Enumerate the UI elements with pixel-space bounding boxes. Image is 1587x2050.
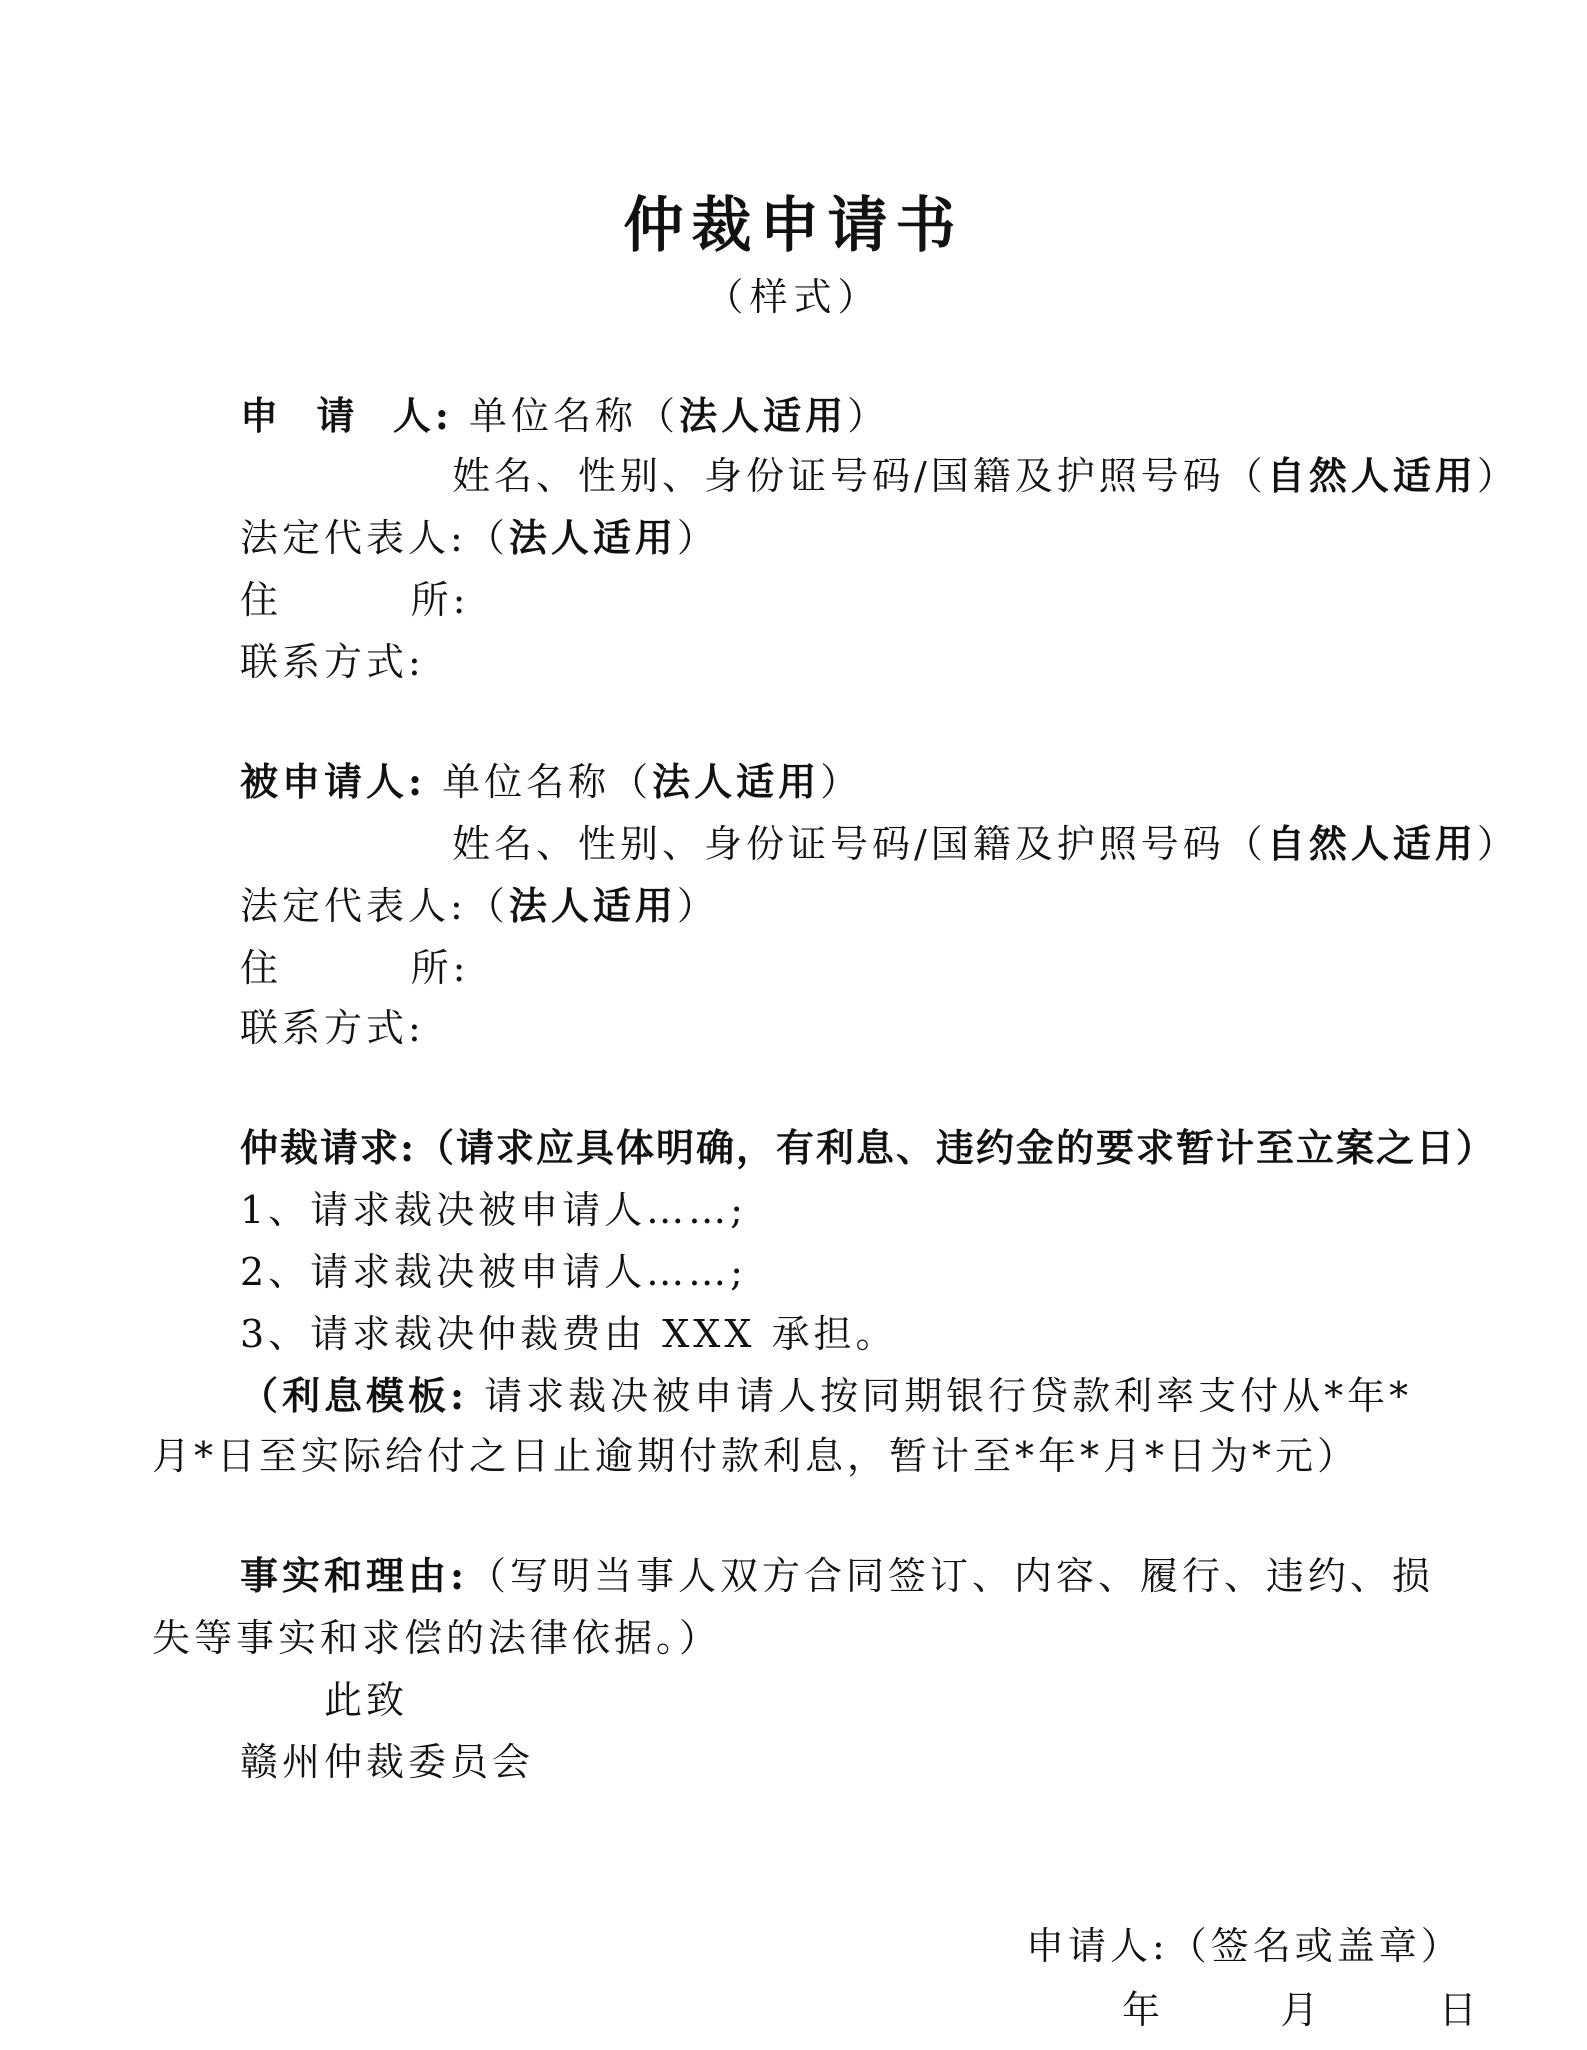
closing-recipient: 赣州仲裁委员会 [240, 1740, 535, 1784]
facts-line-1 [240, 1554, 1434, 1598]
applicant-person-close: ） [1476, 454, 1519, 498]
facts-text-1: （写明当事人双方合同签订、内容、履行、违约、损 [468, 1554, 1435, 1598]
applicant-person-line [452, 454, 1519, 498]
applicant-rep-close: ） [676, 516, 719, 560]
respondent-label: 被申请人: [240, 759, 427, 804]
applicant-person: 姓名、性别、身份证号码/国籍及护照号码（ [452, 454, 1267, 498]
respondent-person-close: ） [1476, 822, 1519, 866]
applicant-rep-label: 法定代表人:（ [240, 516, 509, 560]
respondent-unit-close: ） [820, 760, 863, 804]
respondent-unit-line [240, 760, 862, 804]
respondent-rep-label: 法定代表人:（ [240, 884, 509, 928]
claim-item-2: 2、请求裁决被申请人……; [240, 1250, 747, 1294]
respondent-rep-line [240, 884, 719, 928]
page-subtitle: （样式） [705, 275, 882, 319]
applicant-unit: 单位名称（ [469, 394, 680, 438]
respondent-unit: 单位名称（ [442, 760, 653, 804]
respondent-rep-close: ） [676, 884, 719, 928]
applicant-label: 申 请 人: [240, 393, 453, 438]
page-title: 仲裁申请书 [623, 191, 964, 261]
claim-item-3: 3、请求裁决仲裁费由 XXX 承担。 [240, 1312, 898, 1356]
facts-text-2: 失等事实和求偿的法律依据。） [152, 1616, 722, 1660]
respondent-person-note: 自然人适用 [1266, 821, 1477, 866]
signature-date: 年 月 日 [1122, 1988, 1487, 2032]
signature-line: 申请人:（签名或盖章） [1026, 1924, 1463, 1968]
claim-item-1: 1、请求裁决被申请人……; [240, 1188, 747, 1232]
claims-heading: 仲裁请求:（请求应具体明确，有利息、违约金的要求暂计至立案之日） [240, 1125, 1497, 1170]
applicant-person-note: 自然人适用 [1266, 453, 1477, 498]
interest-template-line-1 [240, 1374, 1412, 1418]
applicant-unit-close: ） [847, 394, 890, 438]
applicant-rep-line [240, 516, 719, 560]
interest-template-text-2: 月*日至实际给付之日止逾期付款利息，暂计至*年*月*日为*元） [152, 1434, 1360, 1478]
respondent-address-label: 住 所: [240, 946, 470, 990]
respondent-person: 姓名、性别、身份证号码/国籍及护照号码（ [452, 822, 1267, 866]
applicant-contact-label: 联系方式: [240, 640, 425, 684]
applicant-unit-line [240, 394, 889, 438]
applicant-rep-note: 法人适用 [508, 515, 677, 560]
interest-template-text-1: 请求裁决被申请人按同期银行贷款利率支付从*年* [468, 1374, 1413, 1418]
respondent-contact-label: 联系方式: [240, 1006, 425, 1050]
respondent-person-line [452, 822, 1519, 866]
applicant-address-label: 住 所: [240, 578, 470, 622]
applicant-unit-note: 法人适用 [679, 393, 848, 438]
facts-label: 事实和理由: [240, 1553, 469, 1598]
interest-template-label: （利息模板: [240, 1373, 469, 1418]
respondent-unit-note: 法人适用 [652, 759, 821, 804]
respondent-rep-note: 法人适用 [508, 883, 677, 928]
closing-salutation: 此致 [324, 1678, 409, 1722]
